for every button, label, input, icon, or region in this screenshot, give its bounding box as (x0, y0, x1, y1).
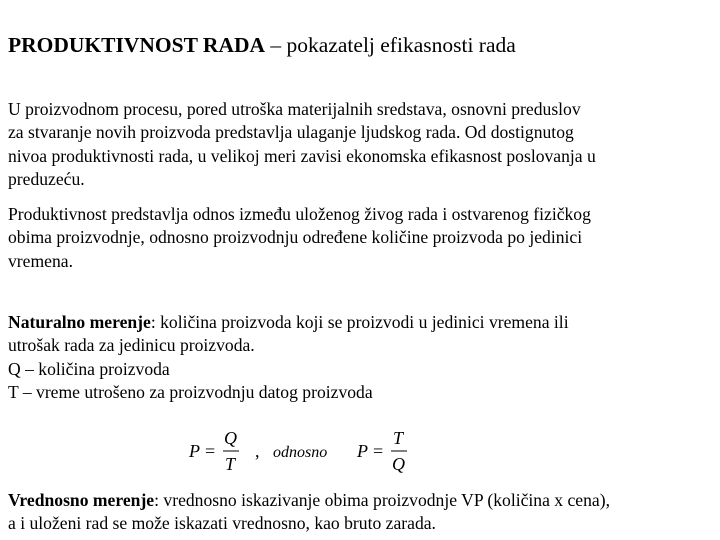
value-line-2: a i uloženi rad se može iskazati vrednosno, kao bruto zarada. (8, 513, 436, 534)
value-line1-rest: : vrednosno iskazivanje obima proizvodnje VP (količina x cena), (154, 490, 610, 510)
formula-odnosno: odnosno (273, 444, 328, 461)
formula-denominator-t: T (225, 454, 236, 474)
paragraph-line: za stvaranje novih proizvoda predstavlja ulaganje ljudskog rada. Od dostignutog (8, 122, 574, 143)
paragraph-line: nivoa produktivnosti rada, u velikoj meri zavisi ekonomska efikasnost poslovanja u (8, 145, 596, 166)
value-measurement (8, 489, 708, 536)
paragraph-line: Produktivnost predstavlja odnos između uloženog živog rada i ostvarenog fizičkog (8, 204, 591, 224)
slide-title (8, 31, 516, 59)
natural-line1-rest: : količina proizvoda koji se proizvodi u jedinici vremena ili (150, 312, 569, 332)
productivity-formula (185, 428, 425, 478)
title-rest: – pokazatelj efikasnosti rada (265, 33, 516, 57)
formula-comma: , (255, 441, 260, 461)
paragraph-line: obima proizvodnje, odnosno proizvodnju određene količine proizvoda po jedinici (8, 227, 583, 248)
formula-numerator-t: T (393, 428, 404, 448)
formula-denominator-q: Q (392, 454, 405, 474)
natural-term: Naturalno merenje (8, 312, 151, 332)
value-term: Vrednosno merenje (8, 490, 155, 510)
paragraph-line: preduzeću. (8, 169, 85, 190)
q-definition: Q – količina proizvoda (8, 358, 170, 379)
formula-graphic (185, 428, 425, 478)
formula-p-2: P (357, 441, 368, 461)
t-definition: T – vreme utrošeno za proizvodnju datog proizvoda (8, 382, 373, 403)
formula-p-1: P (189, 441, 200, 461)
formula-eq-1: = (205, 441, 216, 461)
formula-numerator-q: Q (224, 428, 237, 448)
formula-eq-2: = (373, 441, 384, 461)
paragraph-line: U proizvodnom procesu, pored utroška materijalnih sredstava, osnovni preduslov (8, 99, 581, 119)
title-bold: PRODUKTIVNOST RADA (8, 33, 266, 57)
paragraph-line: vremena. (8, 250, 73, 271)
natural-line-2: utrošak rada za jedinicu proizvoda. (8, 335, 255, 356)
natural-line-1 (8, 311, 708, 334)
paragraph-intro (8, 98, 708, 192)
paragraph-definition (8, 203, 708, 273)
natural-measurement (8, 311, 708, 405)
value-line-1 (8, 489, 708, 512)
